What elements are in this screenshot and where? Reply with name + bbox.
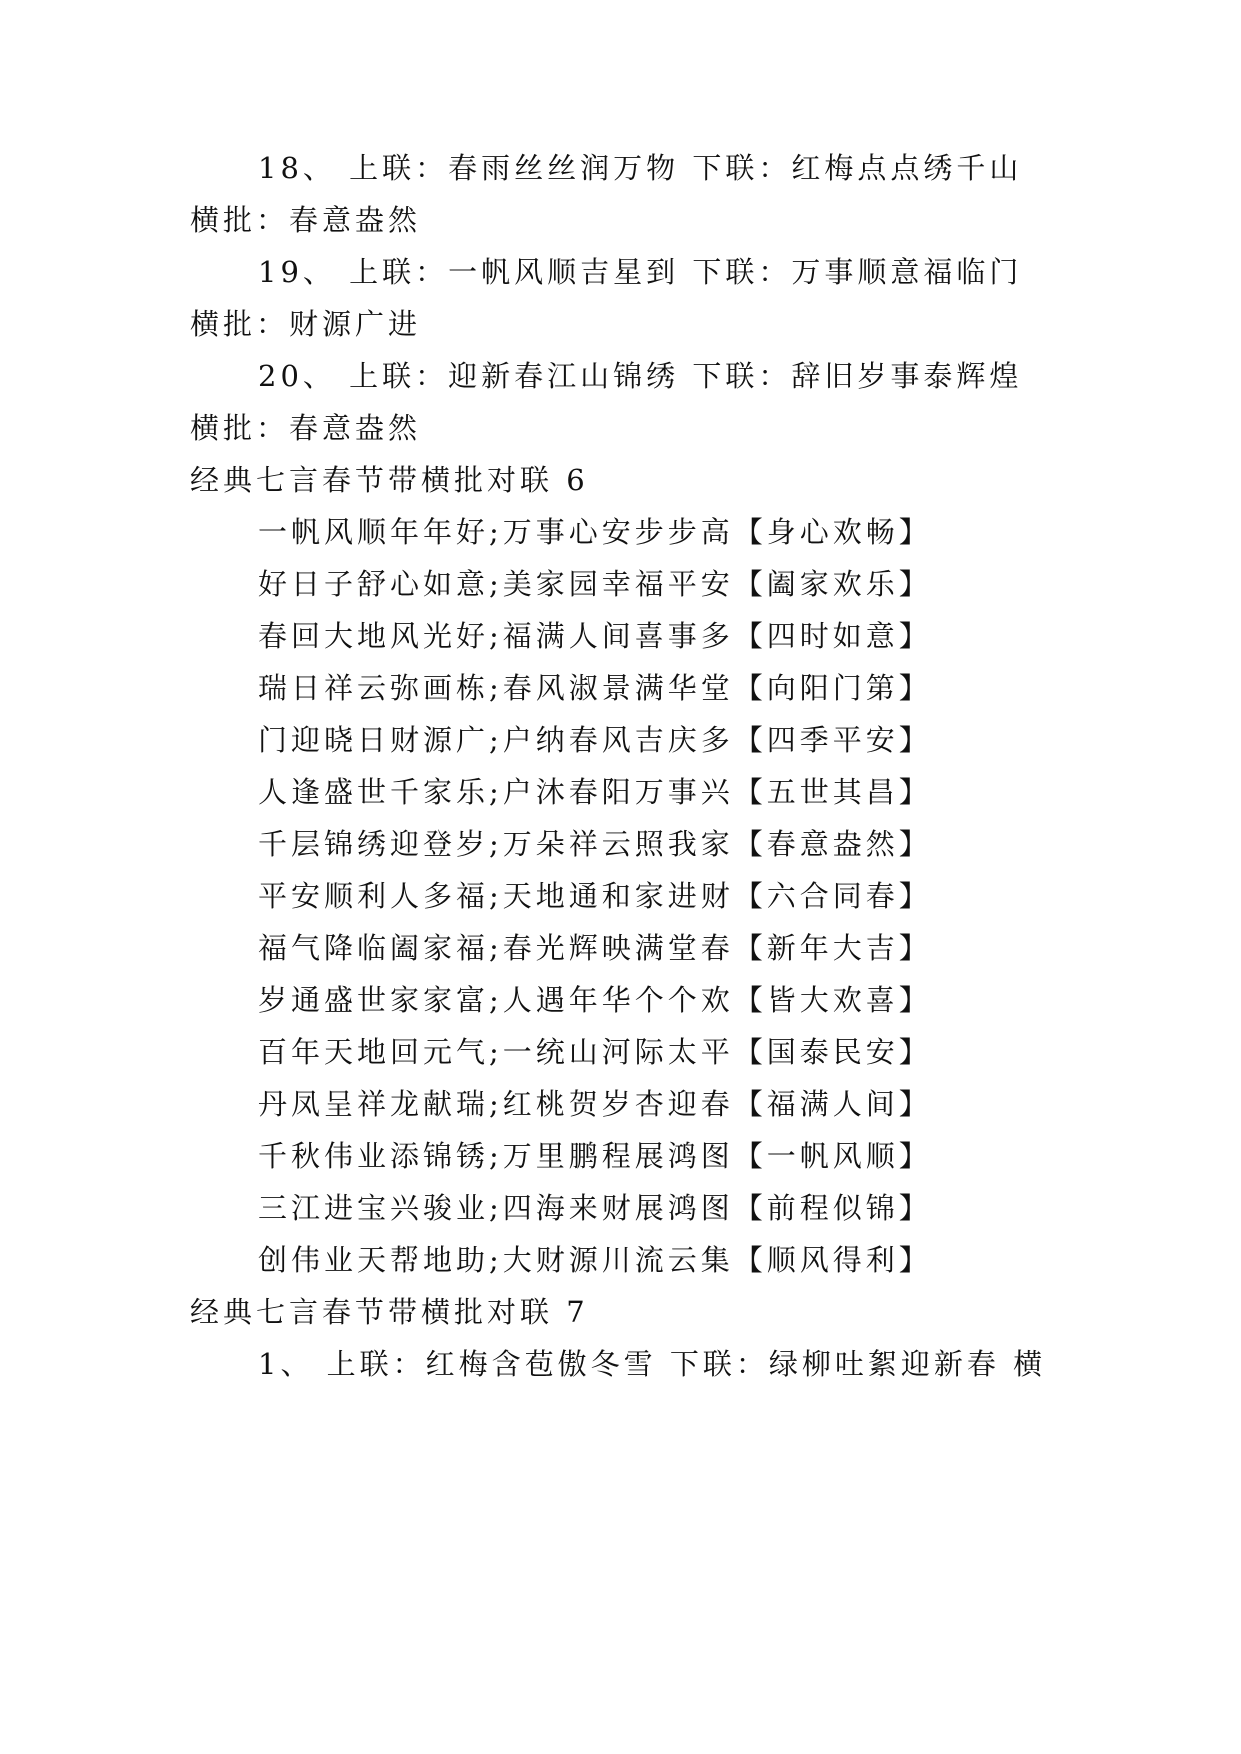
couplet-item: 千层锦绣迎登岁;万朵祥云照我家【春意盎然】 (258, 827, 932, 861)
couplet-item: 瑞日祥云弥画栋;春风淑景满华堂【向阳门第】 (258, 671, 932, 705)
couplet-item: 千秋伟业添锦锈;万里鹏程展鸿图【一帆风顺】 (258, 1139, 932, 1173)
couplet-item: 平安顺利人多福;天地通和家进财【六合同春】 (258, 879, 932, 913)
couplet-20-line: 20、 上联：迎新春江山锦绣 下联：辞旧岁事泰辉煌 (258, 359, 1023, 393)
couplet-item: 丹凤呈祥龙献瑞;红桃贺岁杏迎春【福满人间】 (258, 1087, 932, 1121)
couplet-7-1-line: 1、 上联：红梅含苞傲冬雪 下联：绿柳吐絮迎新春 横 (258, 1347, 1047, 1381)
couplet-item: 百年天地回元气;一统山河际太平【国泰民安】 (258, 1035, 932, 1069)
couplet-18-line: 18、 上联：春雨丝丝润万物 下联：红梅点点绣千山 (258, 151, 1023, 185)
couplet-19-line: 19、 上联：一帆风顺吉星到 下联：万事顺意福临门 (258, 255, 1023, 289)
couplet-item: 福气降临阖家福;春光辉映满堂春【新年大吉】 (258, 931, 932, 965)
section-heading-6: 经典七言春节带横批对联 6 (190, 463, 589, 497)
couplet-item: 一帆风顺年年好;万事心安步步高【身心欢畅】 (258, 515, 932, 549)
couplet-item: 三江进宝兴骏业;四海来财展鸿图【前程似锦】 (258, 1191, 932, 1225)
section-heading-7: 经典七言春节带横批对联 7 (190, 1295, 589, 1329)
couplet-item: 好日子舒心如意;美家园幸福平安【阖家欢乐】 (258, 567, 932, 601)
couplet-item: 岁通盛世家家富;人遇年华个个欢【皆大欢喜】 (258, 983, 932, 1017)
couplet-19-banner: 横批：财源广进 (190, 307, 422, 341)
couplet-item: 人逢盛世千家乐;户沐春阳万事兴【五世其昌】 (258, 775, 932, 809)
couplet-20-banner: 横批：春意盎然 (190, 411, 422, 445)
couplet-item: 创伟业天帮地助;大财源川流云集【顺风得利】 (258, 1243, 932, 1277)
couplet-item: 春回大地风光好;福满人间喜事多【四时如意】 (258, 619, 932, 653)
couplet-18-banner: 横批：春意盎然 (190, 203, 422, 237)
couplet-item: 门迎晓日财源广;户纳春风吉庆多【四季平安】 (258, 723, 932, 757)
